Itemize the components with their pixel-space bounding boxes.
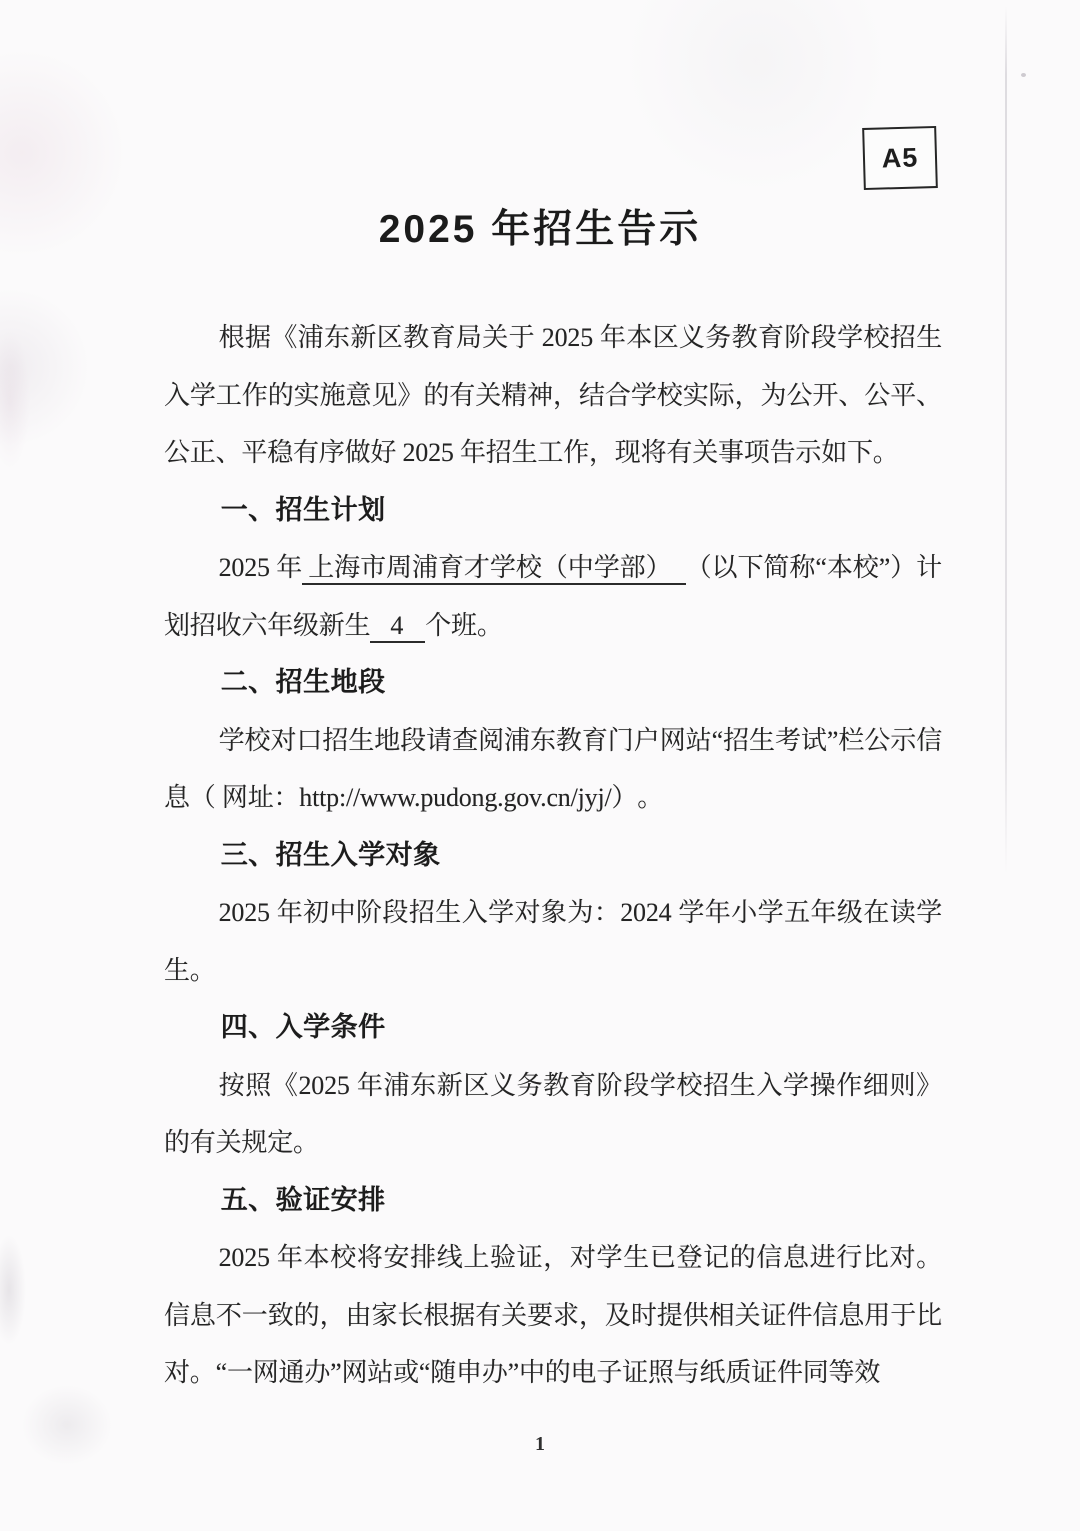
paper-edge-line [1005, 6, 1007, 874]
section-heading-5: 五、验证安排 [220, 1184, 386, 1215]
section1-middle: （以下简称“本校”）计划招收六年级新生 [164, 553, 942, 640]
section-body-5: 2025 年本校将安排线上验证，对学生已登记的信息进行比对。信息不一致的，由家长根据有关要求，及时提供相关证件信息用于比对。“一网通办”网站或“随申办”中的电子证照与纸质证件同等效 [164, 1243, 942, 1387]
document-body [164, 309, 942, 1402]
section-heading-3: 三、招生入学对象 [220, 839, 441, 870]
scan-smudge [0, 1235, 26, 1345]
section1-suffix: 个班。 [425, 610, 503, 640]
class-count-underlined: 4 [370, 611, 425, 643]
section-body-1 [164, 539, 942, 654]
section-body-2: 学校对口招生地段请查阅浦东教育门户网站“招生考试”栏公示信息（ 网址：http://www.pudong.gov.cn/jyj/）。 [164, 725, 942, 812]
section-heading-1: 一、招生计划 [220, 494, 386, 525]
section-heading-2: 二、招生地段 [220, 667, 386, 697]
scan-speck [1021, 73, 1026, 77]
scan-smudge [0, 330, 30, 470]
document-title: 2025 年招生告示 [378, 208, 702, 251]
section-heading-4: 四、入学条件 [220, 1012, 386, 1042]
page-number: 1 [535, 1433, 545, 1455]
intro-paragraph: 根据《浦东新区教育局关于 2025 年本区义务教育阶段学校招生入学工作的实施意见》的有关精神，结合学校实际，为公开、公平、公正、平稳有序做好 2025 年招生工作，现将有关事项告示如下。 [164, 323, 942, 467]
section-body-3: 2025 年初中阶段招生入学对象为：2024 学年小学五年级在读学生。 [164, 898, 942, 985]
corner-label-box [862, 126, 938, 190]
section-body-4: 按照《2025 年浦东新区义务教育阶段学校招生入学操作细则》的有关规定。 [164, 1070, 942, 1157]
corner-label: A5 [881, 141, 919, 174]
school-name-underlined: 上海市周浦育才学校（中学部） [302, 553, 685, 585]
section1-prefix: 2025 年 [218, 553, 303, 582]
